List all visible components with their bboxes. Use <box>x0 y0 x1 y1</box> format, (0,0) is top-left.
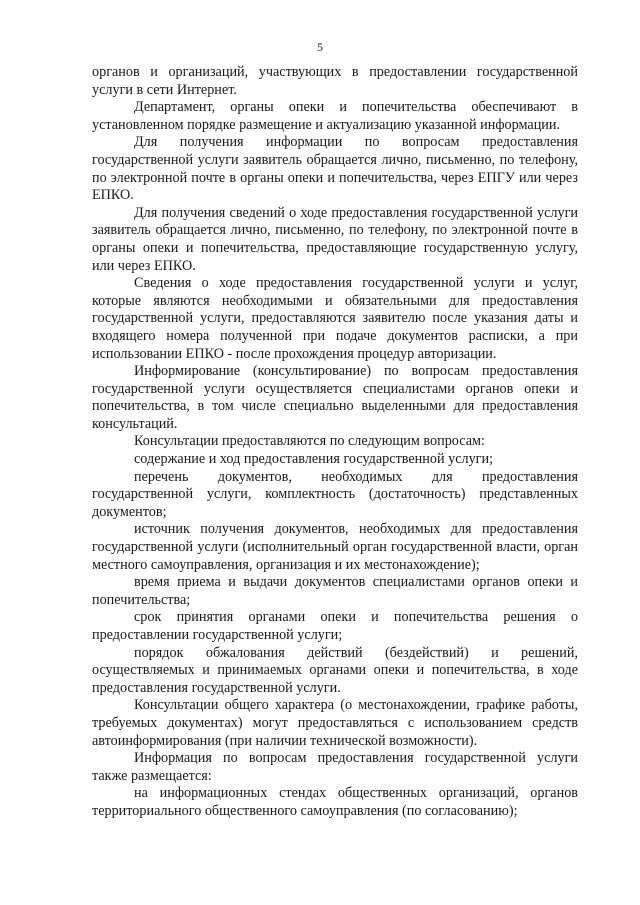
paragraph: Информация по вопросам предоставления государственной услуги также размещается: <box>92 750 578 784</box>
paragraph: Консультации общего характера (о местонахождении, графике работы, требуемых документах) могут предоставляться с использованием средств автоинформирования (при наличии технической возможности). <box>92 697 578 749</box>
page-number: 5 <box>317 40 323 54</box>
paragraph: Сведения о ходе предоставления государственной услуги и услуг, которые являются необходимыми и обязательными для предоставления государственной услуги, предоставляются заявителю после указания даты и входящего номера полученной при подаче документов расписки, а при использовании ЕПКО - после прохождения процедур авторизации. <box>92 275 578 362</box>
paragraph: Консультации предоставляются по следующим вопросам: <box>134 433 485 450</box>
list-item: содержание и ход предоставления государственной услуги; <box>134 451 494 468</box>
list-item: срок принятия органами опеки и попечительства решения о предоставлении государственной услуги; <box>92 609 578 643</box>
list-item: источник получения документов, необходимых для предоставления государственной услуги (исполнительный орган государственной власти, орган местного самоуправления, организация и их местонахождение); <box>92 521 578 573</box>
paragraph: Департамент, органы опеки и попечительства обеспечивают в установленном порядке размещение и актуализацию указанной информации. <box>92 99 578 133</box>
document-body <box>92 64 578 821</box>
list-item: время приема и выдачи документов специалистами органов опеки и попечительства; <box>92 574 578 608</box>
list-item: порядок обжалования действий (бездействий) и решений, осуществляемых и принимаемых органами опеки и попечительства, в ходе предоставления государственной услуги. <box>92 644 578 696</box>
paragraph: Информирование (консультирование) по вопросам предоставления государственной услуги осуществляется специалистами органов опеки и попечительства, в том числе специально выделенными для предоставления консультаций. <box>92 363 578 432</box>
paragraph: органов и организаций, участвующих в предоставлении государственной услуги в сети Интернет. <box>92 64 578 98</box>
paragraph: Для получения информации по вопросам предоставления государственной услуги заявитель обращается лично, письменно, по телефону, по электронной почте в органы опеки и попечительства, через ЕПГУ или через ЕПКО. <box>92 134 578 204</box>
list-item: перечень документов, необходимых для предоставления государственной услуги, комплектность (достаточность) представленных документов; <box>92 468 578 520</box>
list-item: на информационных стендах общественных организаций, органов территориального общественного самоуправления (по согласованию); <box>92 785 578 819</box>
paragraph: Для получения сведений о ходе предоставления государственной услуги заявитель обращается лично, письменно, по телефону, по электронной почте в органы опеки и попечительства, предоставляющие государственную услугу, или через ЕПКО. <box>92 204 578 274</box>
